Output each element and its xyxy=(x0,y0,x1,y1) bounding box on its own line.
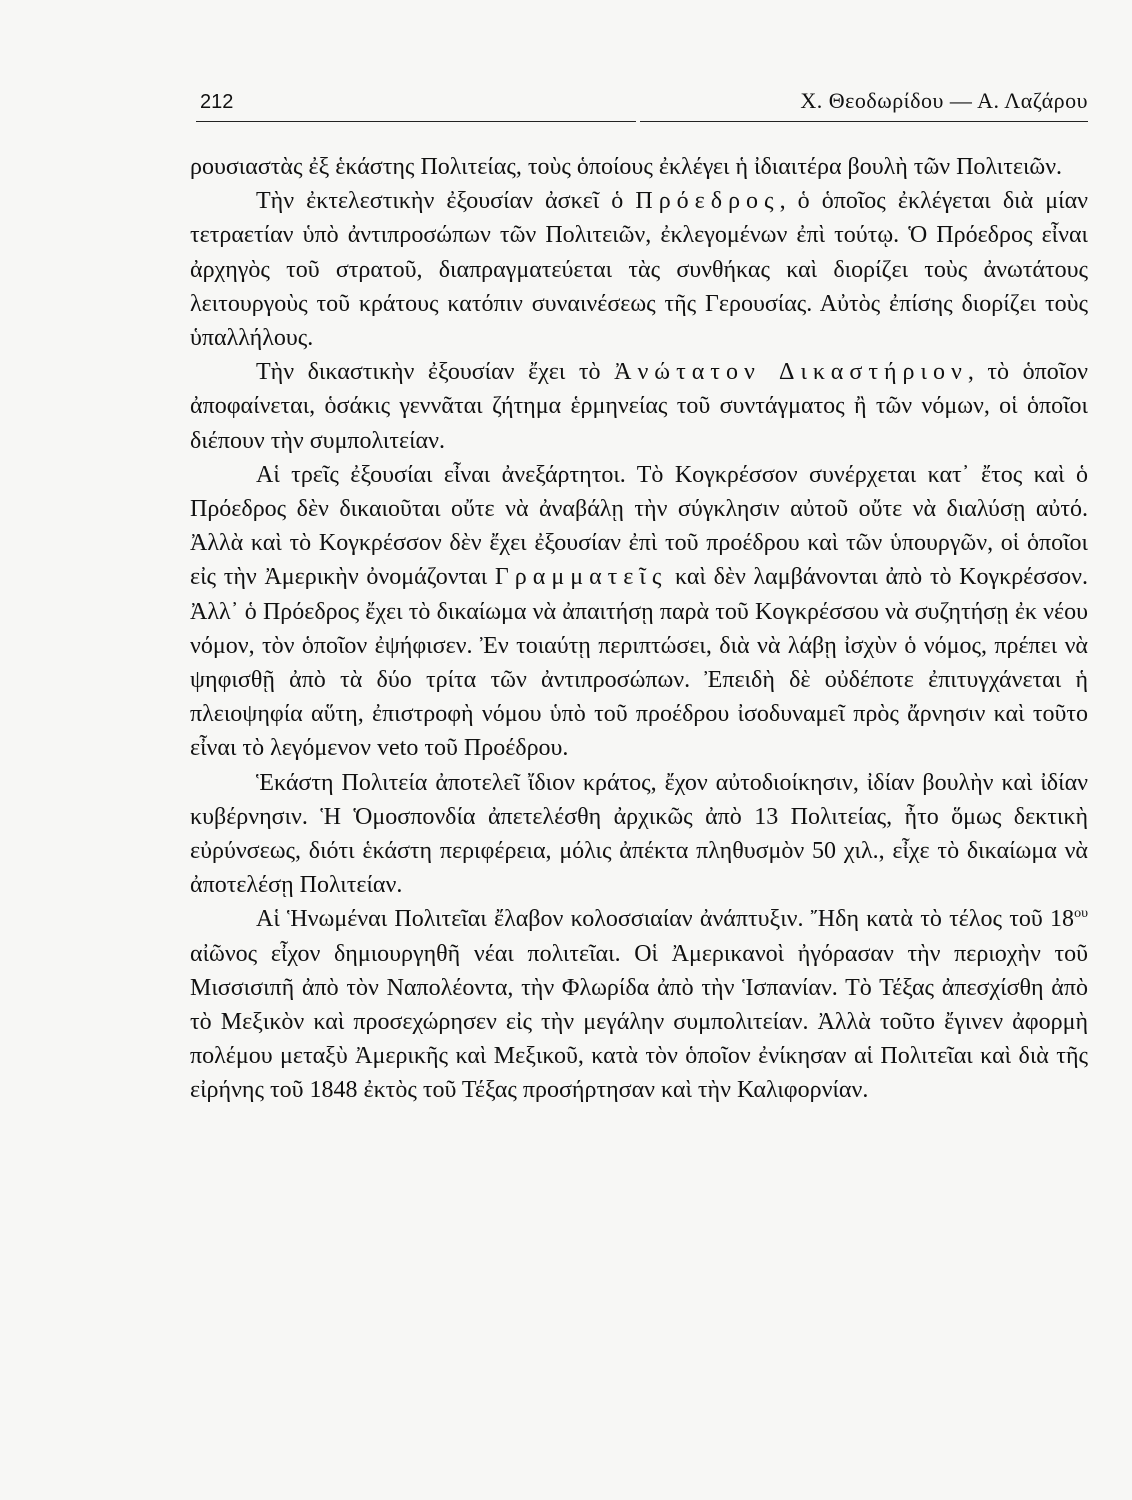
spaced-term-supreme-court: Ἀνώτατον Δικαστήριον xyxy=(614,359,968,386)
paragraph-2 xyxy=(190,184,1088,355)
spaced-term-president: Πρόεδρος xyxy=(635,188,780,215)
page-number: 212 xyxy=(200,91,234,113)
paragraph-2-text-a: Τὴν ἐκτελεστικὴν ἐξουσίαν ἀσκεῖ ὁ xyxy=(256,188,636,215)
paragraph-2-text-c: , ὁ ὁποῖος ἐκλέγεται διὰ μίαν τετραετίαν ὑπὸ ἀντιπροσώπων τῶν Πολιτειῶν, ἐκλεγομένων ἐπὶ τούτῳ. Ὁ Πρόεδρος εἶναι ἀρχηγὸς τοῦ στρατοῦ, διαπραγματεύεται τὰς συνθήκας καὶ διορίζει τοὺς ἀνωτάτους λειτουργοὺς τοῦ κράτους κατόπιν συναινέσεως τῆς Γερουσίας. Αὐτὸς ἐπίσης διορίζει τοὺς ὑπαλλήλους. xyxy=(190,188,1088,352)
header-rule-left xyxy=(196,121,636,122)
paragraph-6-text-b: αἰῶνος εἶχον δημιουργηθῆ νέαι πολιτεῖαι. Οἱ Ἀμερικανοὶ ἠγόρασαν τὴν περιοχὴν τοῦ Μισσισιπῆ ἀπὸ τὸν Ναπολέοντα, τὴν Φλωρίδα ἀπὸ τὴν Ἱσπανίαν. Τὸ Τέξας ἀπεσχίσθη ἀπὸ τὸ Μεξικὸν καὶ προσεχώρησεν εἰς τὴν μεγάλην συμπολιτείαν. Ἀλλὰ τοῦτο ἔγινεν ἀφορμὴ πολέμου μεταξὺ Ἀμερικῆς καὶ Μεξικοῦ, κατὰ τὸν ὁποῖον ἐνίκησαν αἱ Πολιτεῖαι καὶ διὰ τῆς εἰρήνης τοῦ 1848 ἐκτὸς τοῦ Τέξας προσήρτησαν καὶ τὴν Καλιφορνίαν. xyxy=(190,940,1088,1104)
paragraph-6-text-a: Αἱ Ἡνωμέναι Πολιτεῖαι ἔλαβον κολοσσιαίαν ἀνάπτυξιν. Ἤδη κατὰ τὸ τέλος τοῦ 18 xyxy=(256,906,1075,933)
paragraph-4-text-c: καὶ δὲν λαμβάνονται ἀπὸ τὸ Κογκρέσσον. Ἀλλ᾿ ὁ Πρόεδρος ἔχει τὸ δικαίωμα νὰ ἀπαιτήσῃ παρὰ τοῦ Κογκρέσσου νὰ συζητήσῃ ἐκ νέου νόμον, τὸν ὁποῖον ἐψήφισεν. Ἐν τοιαύτῃ περιπτώσει, διὰ νὰ λάβῃ ἰσχὺν ὁ νόμος, πρέπει νὰ ψηφισθῇ ἀπὸ τὰ δύο τρίτα τῶν ἀντιπροσώπων. Ἐπειδὴ δὲ οὐδέποτε ἐπιτυγχάνεται ἡ πλειοψηφία αὕτη, ἐπιστροφὴ νόμου ὑπὸ τοῦ προέδρου ἰσοδυναμεῖ πρὸς ἄρνησιν καὶ τοῦτο εἶναι τὸ λεγόμενον veto τοῦ Προέδρου. xyxy=(190,564,1088,762)
paragraph-4 xyxy=(190,458,1088,766)
paragraph-3 xyxy=(190,355,1088,458)
paragraph-1: ρουσιαστὰς ἐξ ἑκάστης Πολιτείας, τοὺς ὁποίους ἐκλέγει ἡ ἰδιαιτέρα βουλὴ τῶν Πολιτειῶν. xyxy=(190,154,1063,180)
paragraph-3-text-a: Τὴν δικαστικὴν ἐξουσίαν ἔχει τὸ xyxy=(256,359,615,386)
running-head: Χ. Θεοδωρίδου — Α. Λαζάρου xyxy=(800,88,1088,113)
body-text xyxy=(190,150,1088,1108)
paragraph-3-text-c: , τὸ ὁποῖον ἀποφαίνεται, ὁσάκις γεννᾶται ζήτημα ἑρμηνείας τοῦ συντάγματος ἢ τῶν νόμων, οἱ ὁποῖοι διέπουν τὴν συμπολιτείαν. xyxy=(190,359,1088,454)
header-rule-right xyxy=(640,121,1088,122)
paragraph-4-text-a: Αἱ τρεῖς ἐξουσίαι εἶναι ἀνεξάρτητοι. Τὸ Κογκρέσσον συνέρχεται κατ᾿ ἔτος καὶ ὁ Πρόεδρος δὲν δικαιοῦται οὔτε νὰ ἀναβάλῃ τὴν σύγκλησιν αὐτοῦ οὔτε νὰ διαλύσῃ αὐτό. Ἀλλὰ καὶ τὸ Κογκρέσσον δὲν ἔχει ἐξουσίαν ἐπὶ τοῦ προέδρου καὶ τῶν ὑπουργῶν, οἱ ὁποῖοι εἰς τὴν Ἀμερικὴν ὀνομάζονται xyxy=(190,461,1088,591)
spaced-term-secretaries: Γραμματεῖς xyxy=(494,564,668,591)
page-header xyxy=(200,88,1088,114)
paragraph-6 xyxy=(190,902,1088,1107)
superscript-ordinal: ου xyxy=(1074,906,1088,922)
paragraph-5: Ἑκάστη Πολιτεία ἀποτελεῖ ἴδιον κράτος, ἔχον αὐτοδιοίκησιν, ἰδίαν βουλὴν καὶ ἰδίαν κυβέρνησιν. Ἡ Ὁμοσπονδία ἀπετελέσθη ἀρχικῶς ἀπὸ 13 Πολιτείας, ἦτο ὅμως δεκτικὴ εὐρύνσεως, διότι ἑκάστη περιφέρεια, μόλις ἀπέκτα πληθυσμὸν 50 χιλ., εἶχε τὸ δικαίωμα νὰ ἀποτελέσῃ Πολιτείαν. xyxy=(190,769,1088,899)
